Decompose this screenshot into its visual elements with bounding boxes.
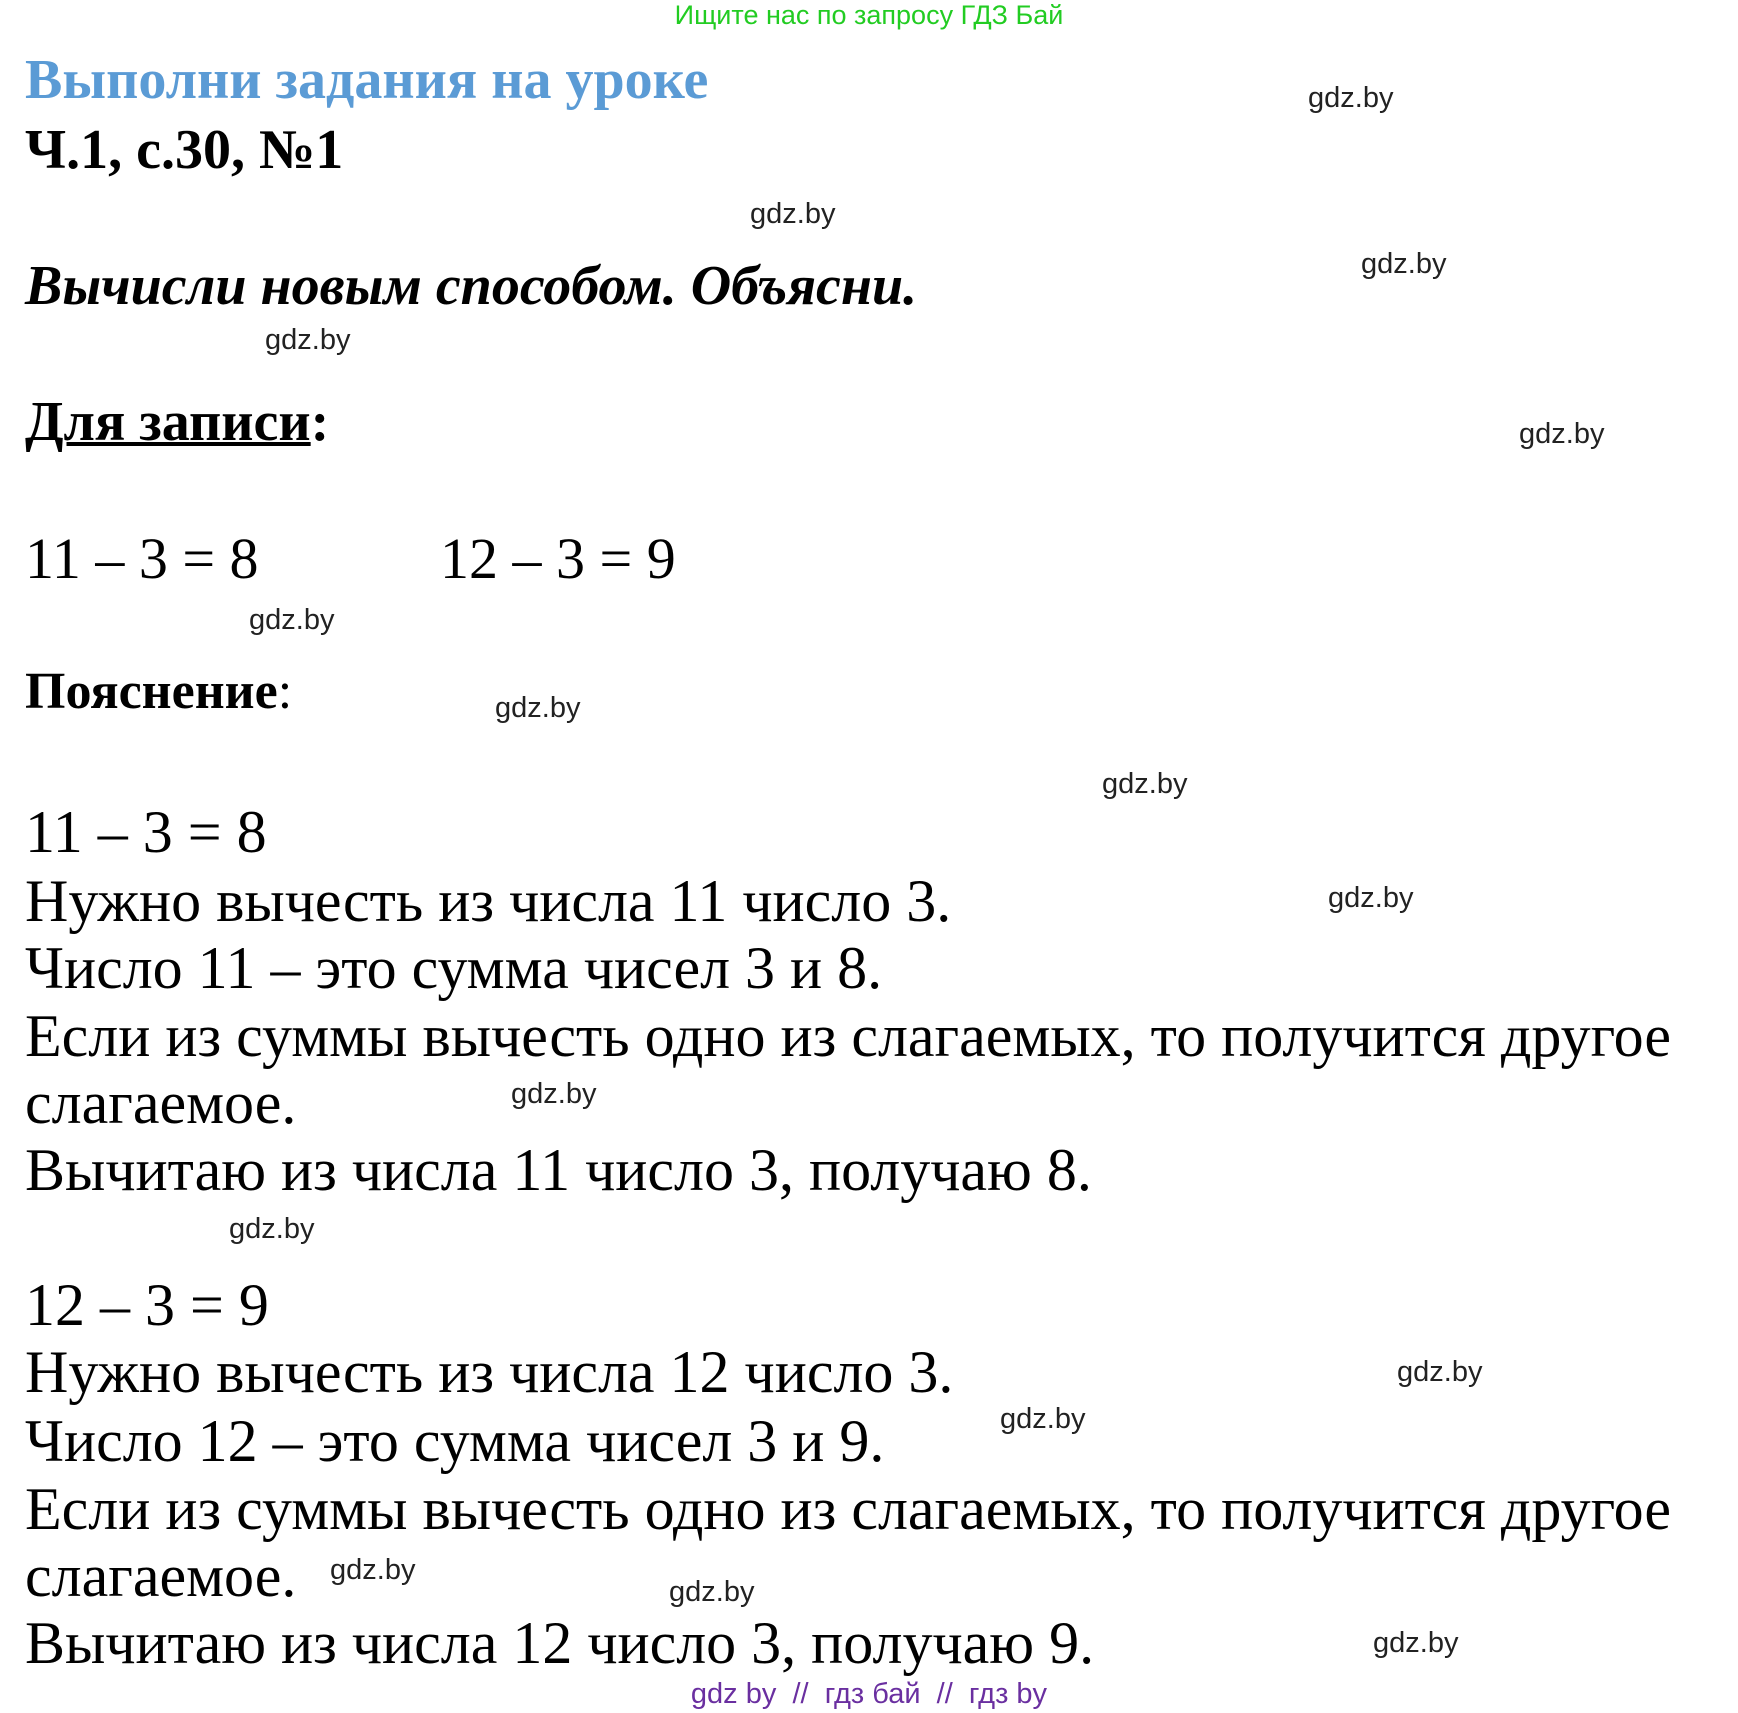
block-2-line: слагаемое.	[25, 1543, 297, 1609]
block-1-line: Число 11 – это сумма чисел 3 и 8.	[25, 935, 883, 1001]
watermark: gdz.by	[265, 324, 351, 356]
watermark: gdz.by	[1000, 1403, 1086, 1435]
for-record-heading	[25, 391, 330, 453]
page-title: Выполни задания на уроке	[25, 49, 709, 111]
block-2-line: Если из суммы вычесть одно из слагаемых, то получится другое	[25, 1476, 1672, 1542]
watermark: gdz.by	[1102, 768, 1188, 800]
block-2-line: Нужно вычесть из числа 12 число 3.	[25, 1339, 954, 1405]
explanation-label: Пояснение	[25, 663, 278, 720]
block-1-line: Нужно вычесть из числа 11 число 3.	[25, 868, 952, 934]
exercise-reference: Ч.1, с.30, №1	[25, 119, 344, 181]
watermark: gdz.by	[511, 1078, 597, 1110]
watermark: gdz.by	[1328, 882, 1414, 914]
explanation-heading	[25, 663, 293, 720]
block-2-line: Число 12 – это сумма чисел 3 и 9.	[25, 1408, 885, 1474]
watermark: gdz.by	[1373, 1627, 1459, 1659]
task-statement: Вычисли новым способом. Объясни.	[25, 255, 918, 317]
block-1-line: Вычитаю из числа 11 число 3, получаю 8.	[25, 1137, 1092, 1203]
equation-2: 12 – 3 = 9	[440, 526, 676, 591]
watermark: gdz.by	[1519, 418, 1605, 450]
footer-links: gdz by // гдз бай // гдз by	[690, 1678, 1048, 1710]
for-record-colon: :	[310, 391, 330, 453]
watermark: gdz.by	[229, 1213, 315, 1245]
equation-1: 11 – 3 = 8	[25, 526, 259, 591]
block-1-equation: 11 – 3 = 8	[25, 799, 267, 865]
watermark: gdz.by	[330, 1554, 416, 1586]
block-1-line: слагаемое.	[25, 1070, 297, 1136]
search-banner: Ищите нас по запросу ГДЗ Бай	[674, 0, 1064, 30]
watermark: gdz.by	[669, 1576, 755, 1608]
watermark: gdz.by	[1397, 1356, 1483, 1388]
watermark: gdz.by	[1308, 82, 1394, 114]
watermark: gdz.by	[249, 604, 335, 636]
block-1-line: Если из суммы вычесть одно из слагаемых, то получится другое	[25, 1003, 1672, 1069]
block-2-equation: 12 – 3 = 9	[25, 1272, 269, 1338]
watermark: gdz.by	[495, 692, 581, 724]
watermark: gdz.by	[750, 198, 836, 230]
for-record-label: Для записи	[25, 391, 311, 453]
watermark: gdz.by	[1361, 248, 1447, 280]
block-2-line: Вычитаю из числа 12 число 3, получаю 9.	[25, 1610, 1095, 1676]
explanation-colon: :	[277, 663, 293, 720]
